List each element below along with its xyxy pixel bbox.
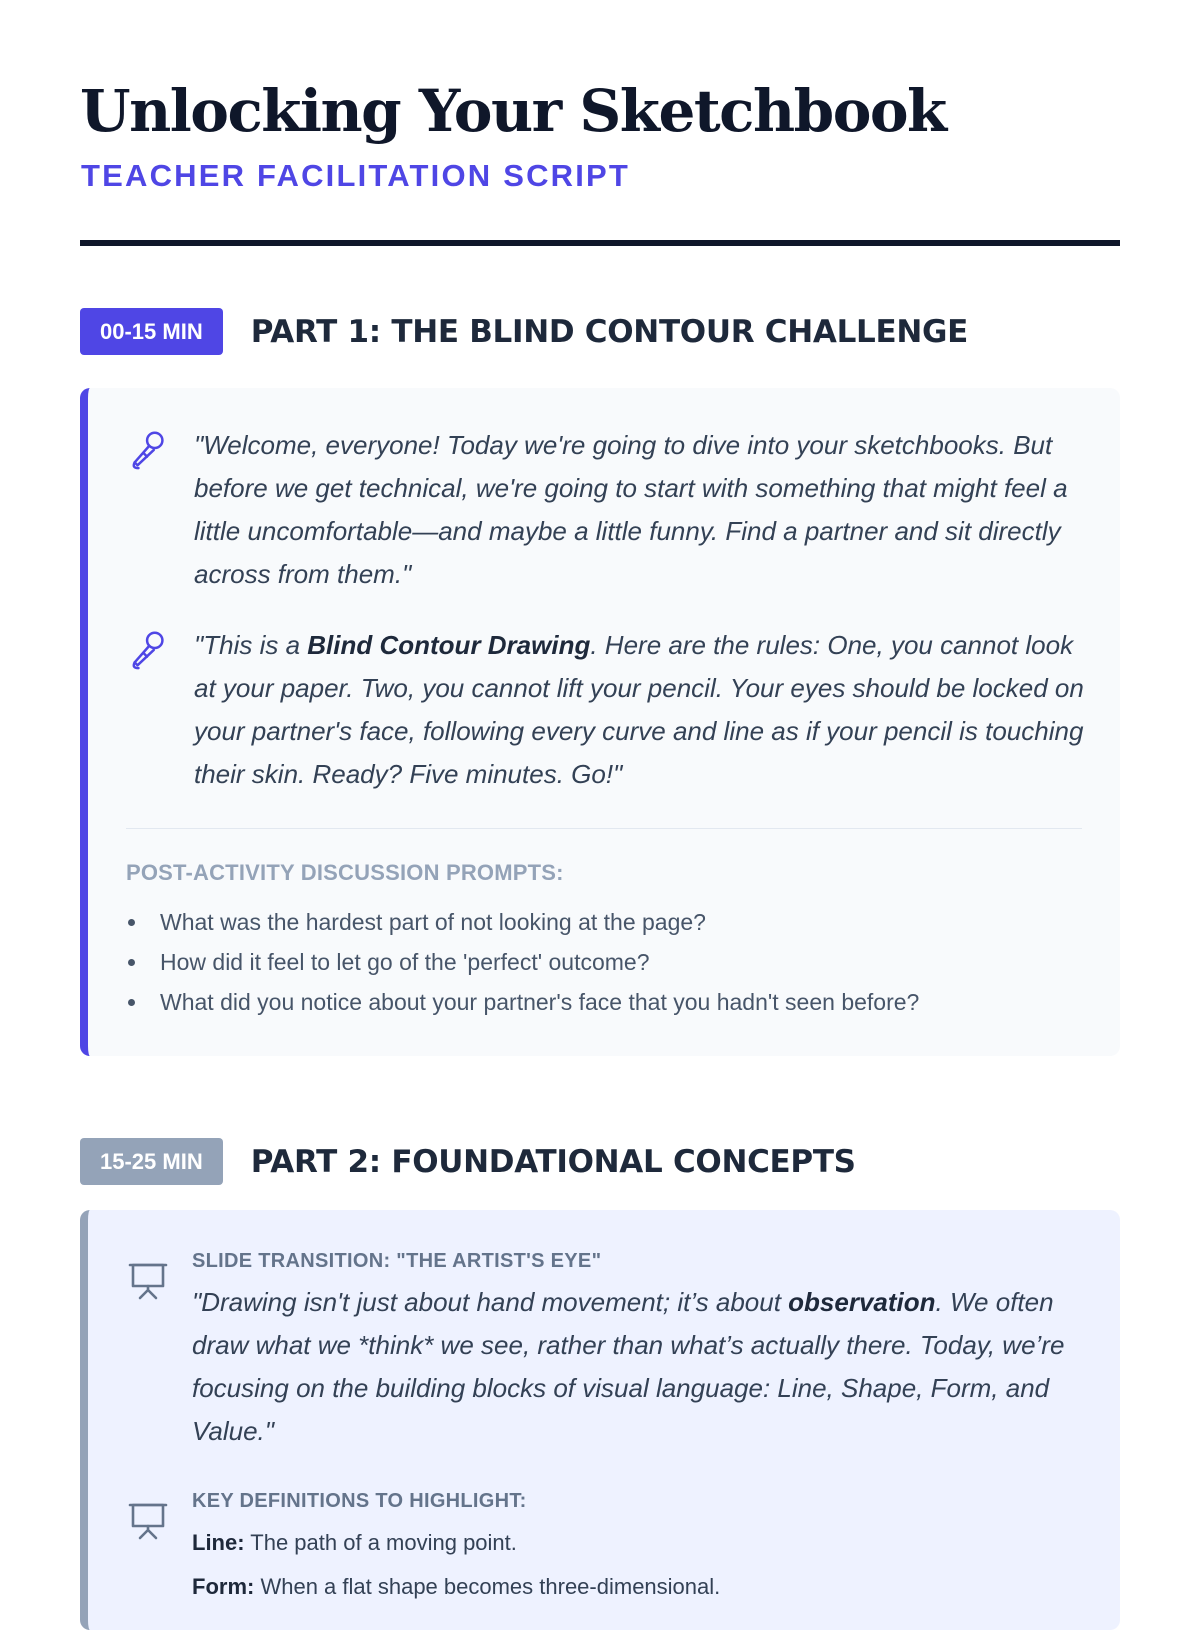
slide-content bbox=[192, 1250, 1086, 1453]
presentation-icon bbox=[126, 1258, 170, 1302]
part2-header bbox=[80, 1138, 856, 1185]
microphone-icon bbox=[126, 626, 172, 672]
definition-term: Form: bbox=[192, 1574, 255, 1599]
observation-term: observation bbox=[788, 1287, 936, 1317]
slide-quote-before: "Drawing isn't just about hand movement; it’s about bbox=[192, 1287, 789, 1317]
definition-line bbox=[192, 1521, 720, 1565]
slide-label: SLIDE TRANSITION: "THE ARTIST'S EYE" bbox=[192, 1250, 602, 1272]
microphone-icon bbox=[126, 426, 172, 472]
part2-time-badge: 15-25 MIN bbox=[80, 1138, 223, 1185]
prompts-heading: POST-ACTIVITY DISCUSSION PROMPTS: bbox=[126, 860, 564, 885]
part1-header bbox=[80, 308, 968, 355]
definition-term: Line: bbox=[192, 1530, 245, 1555]
slide-quote-after: . We often draw what we *think* we see, rather than what’s actually there. Today, we’re focusing on the building blocks of visual language: Line, Shape, Form, and Value." bbox=[192, 1287, 1065, 1446]
definitions-label: KEY DEFINITIONS TO HIGHLIGHT: bbox=[192, 1490, 527, 1512]
part1-time-badge: 00-15 MIN bbox=[80, 308, 223, 355]
list-item: How did it feel to let go of the 'perfect' outcome? bbox=[126, 942, 919, 982]
script-text-after: . Here are the rules: One, you cannot look at your paper. Two, you cannot lift your pencil. Your eyes should be locked on your partner's face, following every curve and line as if your pencil is touching their skin. Ready? Five minutes. Go!" bbox=[194, 630, 1084, 789]
page-title: Unlocking Your Sketchbook bbox=[80, 77, 946, 145]
page-subtitle: TEACHER FACILITATION SCRIPT bbox=[81, 158, 631, 193]
script-text: "Welcome, everyone! Today we're going to dive into your sketchbooks. But before we get technical, we're going to start with something that might feel a little uncomfortable—and maybe a little funny. Find a partner and sit directly across from them." bbox=[194, 430, 1068, 589]
definition-text: When a flat shape becomes three-dimensional. bbox=[260, 1574, 721, 1599]
panel-divider bbox=[126, 828, 1082, 829]
script-text-before: "This is a bbox=[194, 630, 308, 660]
discussion-prompt-list bbox=[126, 902, 919, 1022]
list-item: What did you notice about your partner's face that you hadn't seen before? bbox=[126, 982, 919, 1022]
part1-script-panel bbox=[80, 388, 1120, 1056]
part1-title: PART 1: THE BLIND CONTOUR CHALLENGE bbox=[250, 313, 969, 350]
part2-title: PART 2: FOUNDATIONAL CONCEPTS bbox=[250, 1143, 856, 1180]
script-line-rules bbox=[126, 624, 1086, 796]
blind-contour-term: Blind Contour Drawing bbox=[307, 630, 591, 660]
title-divider bbox=[80, 240, 1120, 246]
definition-form bbox=[192, 1565, 720, 1609]
script-line-welcome bbox=[126, 424, 1086, 596]
list-item: What was the hardest part of not looking at the page? bbox=[126, 902, 919, 942]
slide-quote bbox=[192, 1281, 1086, 1453]
definition-text: The path of a moving point. bbox=[250, 1530, 517, 1555]
part2-concepts-panel bbox=[80, 1210, 1120, 1630]
definitions-content bbox=[192, 1490, 720, 1609]
script-text bbox=[194, 624, 1086, 796]
slide-transition-block bbox=[126, 1250, 1086, 1453]
presentation-icon bbox=[126, 1498, 170, 1542]
key-definitions-block bbox=[126, 1490, 1086, 1609]
